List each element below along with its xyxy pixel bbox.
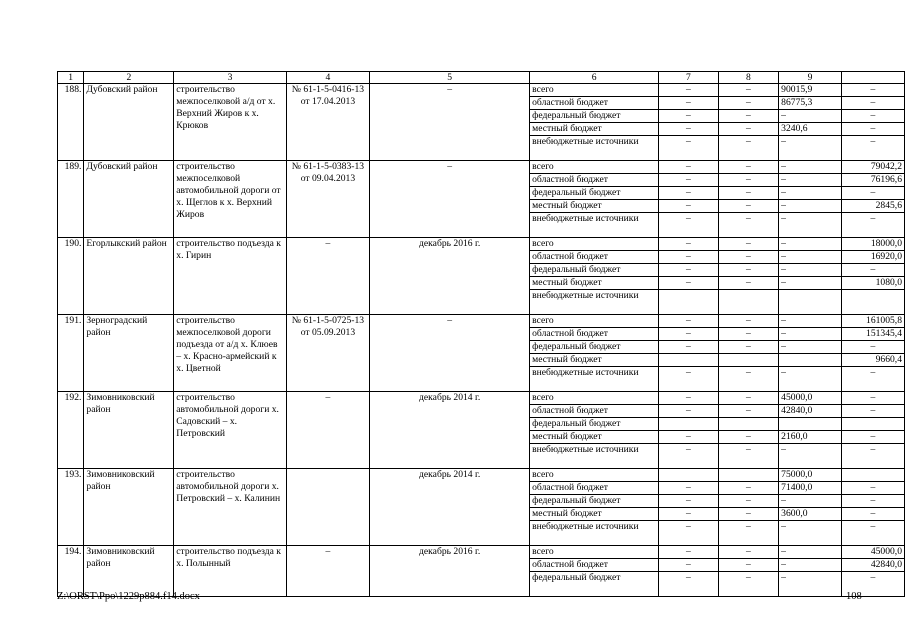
funding-source: всего xyxy=(530,84,659,97)
value-col10: – xyxy=(841,482,904,495)
value-col9: – xyxy=(779,315,842,328)
value-col10: 1080,0 xyxy=(841,277,904,290)
funding-source: федеральный бюджет xyxy=(530,110,659,123)
funding-source: внебюджетные источники xyxy=(530,367,659,392)
value-col7: – xyxy=(659,238,719,251)
table-row xyxy=(58,392,905,405)
value-col10: 18000,0 xyxy=(841,238,904,251)
record-number: 194. xyxy=(58,546,84,597)
value-col8: – xyxy=(718,187,779,200)
district-cell: Зерноградский район xyxy=(84,315,174,392)
funding-source: внебюджетные источники xyxy=(530,136,659,161)
value-col9: 3600,0 xyxy=(779,508,842,521)
value-col10 xyxy=(841,469,904,482)
value-col8 xyxy=(718,354,779,367)
project-cell: строительство автомобильной дороги х. Петровский – х. Калинин xyxy=(174,469,286,546)
header-cell: 9 xyxy=(779,72,842,84)
value-col8: – xyxy=(718,341,779,354)
value-col7: – xyxy=(659,572,719,597)
value-col10: 45000,0 xyxy=(841,546,904,559)
value-col8: – xyxy=(718,521,779,546)
deadline-cell: – xyxy=(370,84,530,161)
funding-source: федеральный бюджет xyxy=(530,495,659,508)
funding-source: местный бюджет xyxy=(530,123,659,136)
value-col7 xyxy=(659,418,719,431)
value-col7: – xyxy=(659,277,719,290)
value-col7: – xyxy=(659,495,719,508)
district-cell: Дубовский район xyxy=(84,161,174,238)
value-col9: – xyxy=(779,559,842,572)
value-col7: – xyxy=(659,213,719,238)
value-col9: – xyxy=(779,521,842,546)
value-col10: 79042,2 xyxy=(841,161,904,174)
project-cell: строительство подъезда к х. Гирин xyxy=(174,238,286,315)
value-col9: – xyxy=(779,161,842,174)
funding-source: всего xyxy=(530,392,659,405)
funding-source: внебюджетные источники xyxy=(530,290,659,315)
value-col7: – xyxy=(659,187,719,200)
value-col8: – xyxy=(718,97,779,110)
funding-source: областной бюджет xyxy=(530,559,659,572)
value-col8: – xyxy=(718,546,779,559)
value-col8: – xyxy=(718,264,779,277)
value-col9: – xyxy=(779,328,842,341)
value-col7: – xyxy=(659,136,719,161)
record-number: 189. xyxy=(58,161,84,238)
value-col8: – xyxy=(718,405,779,418)
funding-source: федеральный бюджет xyxy=(530,572,659,597)
value-col9: – xyxy=(779,367,842,392)
funding-source: федеральный бюджет xyxy=(530,341,659,354)
funding-source: всего xyxy=(530,469,659,482)
value-col9: 3240,6 xyxy=(779,123,842,136)
value-col10: – xyxy=(841,431,904,444)
header-cell xyxy=(841,72,904,84)
value-col8: – xyxy=(718,110,779,123)
funding-source: внебюджетные источники xyxy=(530,213,659,238)
value-col10: – xyxy=(841,572,904,597)
funding-source: всего xyxy=(530,546,659,559)
value-col9: – xyxy=(779,200,842,213)
project-cell: строительство межпоселковой автомобильной дороги от х. Щеглов к х. Верхний Жиров xyxy=(174,161,286,238)
table-row xyxy=(58,469,905,482)
value-col8: – xyxy=(718,251,779,264)
value-col10: 16920,0 xyxy=(841,251,904,264)
value-col7: – xyxy=(659,264,719,277)
value-col10: – xyxy=(841,341,904,354)
header-cell: 3 xyxy=(174,72,286,84)
value-col8: – xyxy=(718,508,779,521)
value-col10: 2845,6 xyxy=(841,200,904,213)
funding-source: областной бюджет xyxy=(530,251,659,264)
value-col8: – xyxy=(718,392,779,405)
funding-source: местный бюджет xyxy=(530,508,659,521)
value-col10 xyxy=(841,418,904,431)
value-col9 xyxy=(779,418,842,431)
value-col7: – xyxy=(659,123,719,136)
value-col7: – xyxy=(659,546,719,559)
value-col10: 76196,6 xyxy=(841,174,904,187)
value-col9 xyxy=(779,354,842,367)
value-col7 xyxy=(659,290,719,315)
header-cell: 5 xyxy=(370,72,530,84)
value-col10: – xyxy=(841,187,904,200)
record-number: 193. xyxy=(58,469,84,546)
table-row xyxy=(58,546,905,559)
funding-source: всего xyxy=(530,238,659,251)
funding-source: местный бюджет xyxy=(530,200,659,213)
funding-source: областной бюджет xyxy=(530,174,659,187)
value-col8: – xyxy=(718,200,779,213)
record-number: 191. xyxy=(58,315,84,392)
project-cell: строительство межпоселковой дороги подъезда от а/д х. Клюев – х. Красно-армейский к х. Цветной xyxy=(174,315,286,392)
funding-source: областной бюджет xyxy=(530,97,659,110)
header-row xyxy=(58,72,905,84)
table-row xyxy=(58,315,905,328)
value-col7: – xyxy=(659,431,719,444)
budget-table xyxy=(57,71,905,597)
funding-source: федеральный бюджет xyxy=(530,187,659,200)
value-col8: – xyxy=(718,444,779,469)
value-col9: – xyxy=(779,213,842,238)
value-col8: – xyxy=(718,136,779,161)
value-col10: – xyxy=(841,110,904,123)
value-col8: – xyxy=(718,277,779,290)
value-col7: – xyxy=(659,559,719,572)
value-col8: – xyxy=(718,559,779,572)
document-cell: – xyxy=(286,546,369,597)
value-col8 xyxy=(718,469,779,482)
value-col7: – xyxy=(659,341,719,354)
header-cell: 4 xyxy=(286,72,369,84)
project-cell: строительство автомобильной дороги х. Садовский – х. Петровский xyxy=(174,392,286,469)
value-col8: – xyxy=(718,174,779,187)
value-col9: – xyxy=(779,238,842,251)
value-col8: – xyxy=(718,123,779,136)
value-col9: – xyxy=(779,251,842,264)
value-col9: – xyxy=(779,264,842,277)
value-col7: – xyxy=(659,367,719,392)
value-col10: – xyxy=(841,392,904,405)
value-col8: – xyxy=(718,431,779,444)
funding-source: областной бюджет xyxy=(530,482,659,495)
header-cell: 1 xyxy=(58,72,84,84)
value-col10 xyxy=(841,290,904,315)
deadline-cell: декабрь 2016 г. xyxy=(370,546,530,597)
value-col9: – xyxy=(779,136,842,161)
value-col9: – xyxy=(779,187,842,200)
value-col10: 161005,8 xyxy=(841,315,904,328)
funding-source: областной бюджет xyxy=(530,405,659,418)
funding-source: всего xyxy=(530,161,659,174)
value-col9: 75000,0 xyxy=(779,469,842,482)
record-number: 188. xyxy=(58,84,84,161)
value-col8 xyxy=(718,290,779,315)
district-cell: Зимовниковский район xyxy=(84,546,174,597)
value-col10: – xyxy=(841,444,904,469)
funding-source: местный бюджет xyxy=(530,431,659,444)
value-col9: – xyxy=(779,495,842,508)
deadline-cell: декабрь 2014 г. xyxy=(370,469,530,546)
district-cell: Зимовниковский район xyxy=(84,392,174,469)
value-col9: 71400,0 xyxy=(779,482,842,495)
value-col10: – xyxy=(841,264,904,277)
value-col9: 86775,3 xyxy=(779,97,842,110)
header-cell: 8 xyxy=(718,72,779,84)
value-col9: 45000,0 xyxy=(779,392,842,405)
funding-source: внебюджетные источники xyxy=(530,444,659,469)
value-col7: – xyxy=(659,161,719,174)
value-col9: – xyxy=(779,572,842,597)
deadline-cell: – xyxy=(370,315,530,392)
district-cell: Зимовниковский район xyxy=(84,469,174,546)
header-cell: 7 xyxy=(659,72,719,84)
value-col7: – xyxy=(659,84,719,97)
document-cell xyxy=(286,469,369,546)
value-col10: – xyxy=(841,521,904,546)
document-cell: – xyxy=(286,392,369,469)
funding-source: федеральный бюджет xyxy=(530,418,659,431)
funding-source: местный бюджет xyxy=(530,354,659,367)
value-col10: – xyxy=(841,123,904,136)
funding-source: всего xyxy=(530,315,659,328)
value-col10: – xyxy=(841,84,904,97)
value-col10: 9660,4 xyxy=(841,354,904,367)
value-col10: – xyxy=(841,495,904,508)
deadline-cell: декабрь 2014 г. xyxy=(370,392,530,469)
value-col7: – xyxy=(659,521,719,546)
project-cell: строительство межпоселковой а/д от х. Верхний Жиров к х. Крюков xyxy=(174,84,286,161)
record-number: 192. xyxy=(58,392,84,469)
value-col8: – xyxy=(718,367,779,392)
value-col7: – xyxy=(659,200,719,213)
district-cell: Егорлыкский район xyxy=(84,238,174,315)
value-col10: – xyxy=(841,97,904,110)
value-col9: – xyxy=(779,277,842,290)
value-col7: – xyxy=(659,508,719,521)
value-col7: – xyxy=(659,482,719,495)
value-col10: – xyxy=(841,213,904,238)
table-row xyxy=(58,161,905,174)
value-col9: – xyxy=(779,341,842,354)
value-col9 xyxy=(779,290,842,315)
funding-source: внебюджетные источники xyxy=(530,521,659,546)
value-col8: – xyxy=(718,572,779,597)
value-col7: – xyxy=(659,315,719,328)
value-col9: – xyxy=(779,174,842,187)
value-col10: – xyxy=(841,136,904,161)
document-cell: № 61-1-5-0383-13 от 09.04.2013 xyxy=(286,161,369,238)
value-col10: – xyxy=(841,405,904,418)
value-col8: – xyxy=(718,238,779,251)
value-col8: – xyxy=(718,213,779,238)
deadline-cell: – xyxy=(370,161,530,238)
document-cell: № 61-1-5-0416-13 от 17.04.2013 xyxy=(286,84,369,161)
value-col7: – xyxy=(659,444,719,469)
record-number: 190. xyxy=(58,238,84,315)
value-col8 xyxy=(718,418,779,431)
value-col10: 42840,0 xyxy=(841,559,904,572)
table-row xyxy=(58,84,905,97)
value-col10: – xyxy=(841,367,904,392)
value-col9: 42840,0 xyxy=(779,405,842,418)
document-cell: № 61-1-5-0725-13 от 05.09.2013 xyxy=(286,315,369,392)
value-col7: – xyxy=(659,251,719,264)
funding-source: федеральный бюджет xyxy=(530,264,659,277)
value-col7: – xyxy=(659,405,719,418)
header-cell: 2 xyxy=(84,72,174,84)
table-row xyxy=(58,238,905,251)
value-col8: – xyxy=(718,315,779,328)
value-col7: – xyxy=(659,328,719,341)
value-col7 xyxy=(659,354,719,367)
project-cell: строительство подъезда к х. Полынный xyxy=(174,546,286,597)
value-col9: – xyxy=(779,444,842,469)
deadline-cell: декабрь 2016 г. xyxy=(370,238,530,315)
value-col8: – xyxy=(718,482,779,495)
document-cell: – xyxy=(286,238,369,315)
value-col10: – xyxy=(841,508,904,521)
funding-source: областной бюджет xyxy=(530,328,659,341)
value-col9: – xyxy=(779,546,842,559)
header-cell: 6 xyxy=(530,72,659,84)
table-body xyxy=(58,72,905,597)
value-col9: 2160,0 xyxy=(779,431,842,444)
value-col10: 151345,4 xyxy=(841,328,904,341)
file-path: Z:\ORST\Ppo\1229p884.f14.docx xyxy=(57,591,200,602)
value-col8: – xyxy=(718,328,779,341)
value-col8: – xyxy=(718,495,779,508)
funding-source: местный бюджет xyxy=(530,277,659,290)
value-col8: – xyxy=(718,161,779,174)
value-col7: – xyxy=(659,174,719,187)
page-number: 108 xyxy=(846,591,862,602)
value-col9: – xyxy=(779,110,842,123)
value-col9: 90015,9 xyxy=(779,84,842,97)
district-cell: Дубовский район xyxy=(84,84,174,161)
value-col7: – xyxy=(659,392,719,405)
value-col8: – xyxy=(718,84,779,97)
value-col7: – xyxy=(659,110,719,123)
value-col7: – xyxy=(659,97,719,110)
value-col7 xyxy=(659,469,719,482)
